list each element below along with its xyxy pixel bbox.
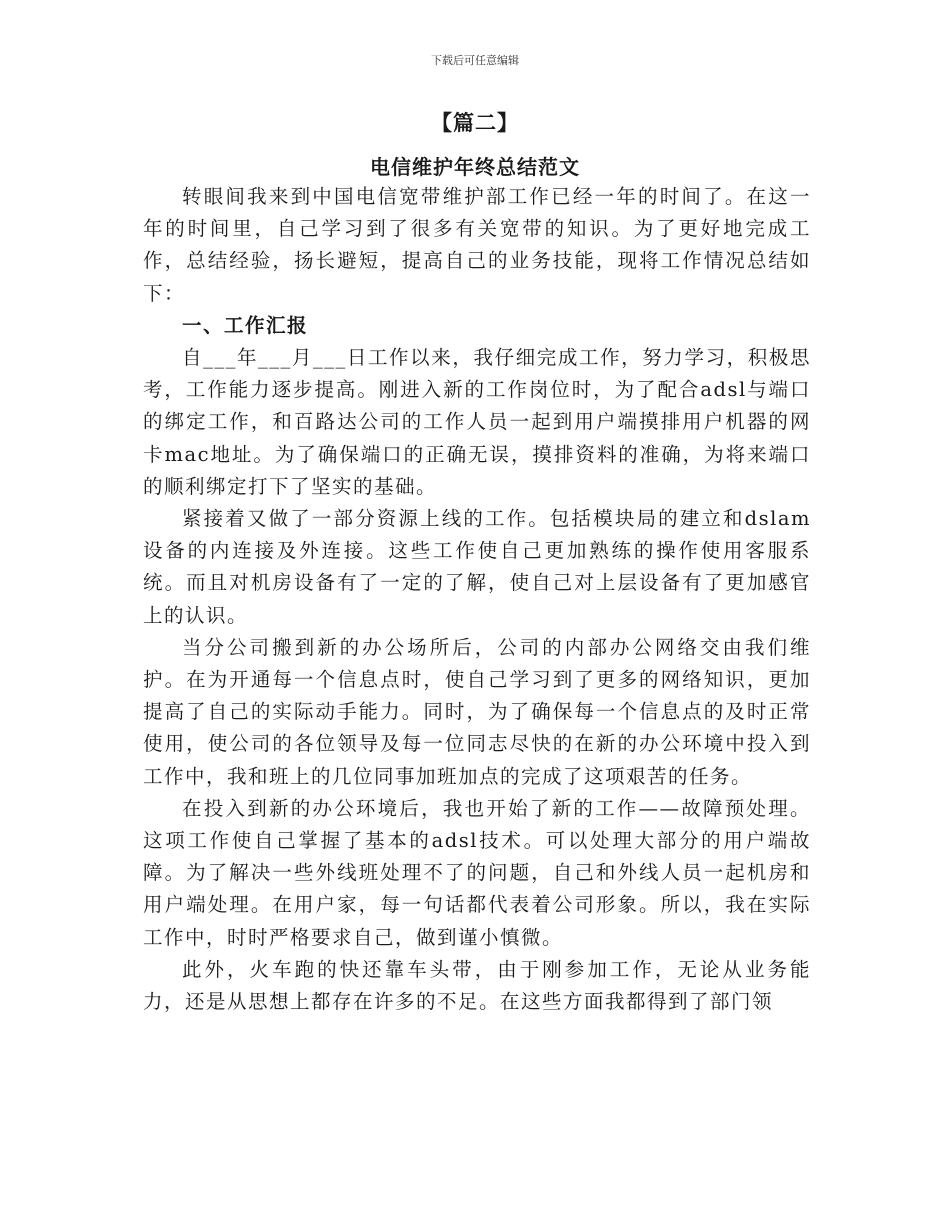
paragraph-fault-preprocessing: 在投入到新的办公环境后，我也开始了新的工作——故障预处理。这项工作使自己掌握了基本的adsl技术。可以处理大部分的用户端故障。为了解决一些外线班处理不了的问题，自己和外线人员一起机房和用户端处理。在用户家，每一句话都代表着公司形象。所以，我在实际工作中，时时严格要求自己，做到谨小慎微。 [143,796,811,949]
paragraph-leadership-help: 此外，火车跑的快还靠车头带，由于刚参加工作，无论从业务能力，还是从思想上都存在许多的不足。在这些方面我都得到了部门领 [143,957,811,1014]
header-note: 下载后可任意编辑 [431,54,519,67]
paragraph-office-network: 当分公司搬到新的办公场所后，公司的内部办公网络交由我们维护。在为开通每一个信息点时，使自己学习到了更多的网络知识，更加提高了自己的实际动手能力。同时，为了确保每一个信息点的及时正常使用，使公司的各位领导及每一位同志尽快的在新的办公环境中投入到工作中，我和班上的几位同事加班加点的完成了这项艰苦的任务。 [143,635,811,788]
document-body [143,181,811,1018]
paragraph-work-start: 自___年___月___日工作以来，我仔细完成工作，努力学习，积极思考，工作能力逐步提高。刚进入新的工作岗位时，为了配合adsl与端口的绑定工作，和百路达公司的工作人员一起到用户端摸排用户机器的网卡mac地址。为了确保端口的正确无误，摸排资料的准确，为将来端口的顺利绑定打下了坚实的基础。 [143,346,811,498]
paragraph-resources-online: 紧接着又做了一部分资源上线的工作。包括模块局的建立和dslam设备的内连接及外连接。这些工作使自己更加熟练的操作使用客服系统。而且对机房设备有了一定的了解，使自己对上层设备有了更加感官上的认识。 [143,507,811,627]
part-title: 【篇二】 [431,110,519,135]
paragraph-intro: 转眼间我来到中国电信宽带维护部工作已经一年的时间了。在这一年的时间里，自己学习到了很多有关宽带的知识。为了更好地完成工作，总结经验，扬长避短，提高自己的业务技能，现将工作情况总结如下： [143,185,811,305]
section-heading-work-report: 一、工作汇报 [182,313,309,337]
document-title: 电信维护年终总结范文 [370,155,580,179]
